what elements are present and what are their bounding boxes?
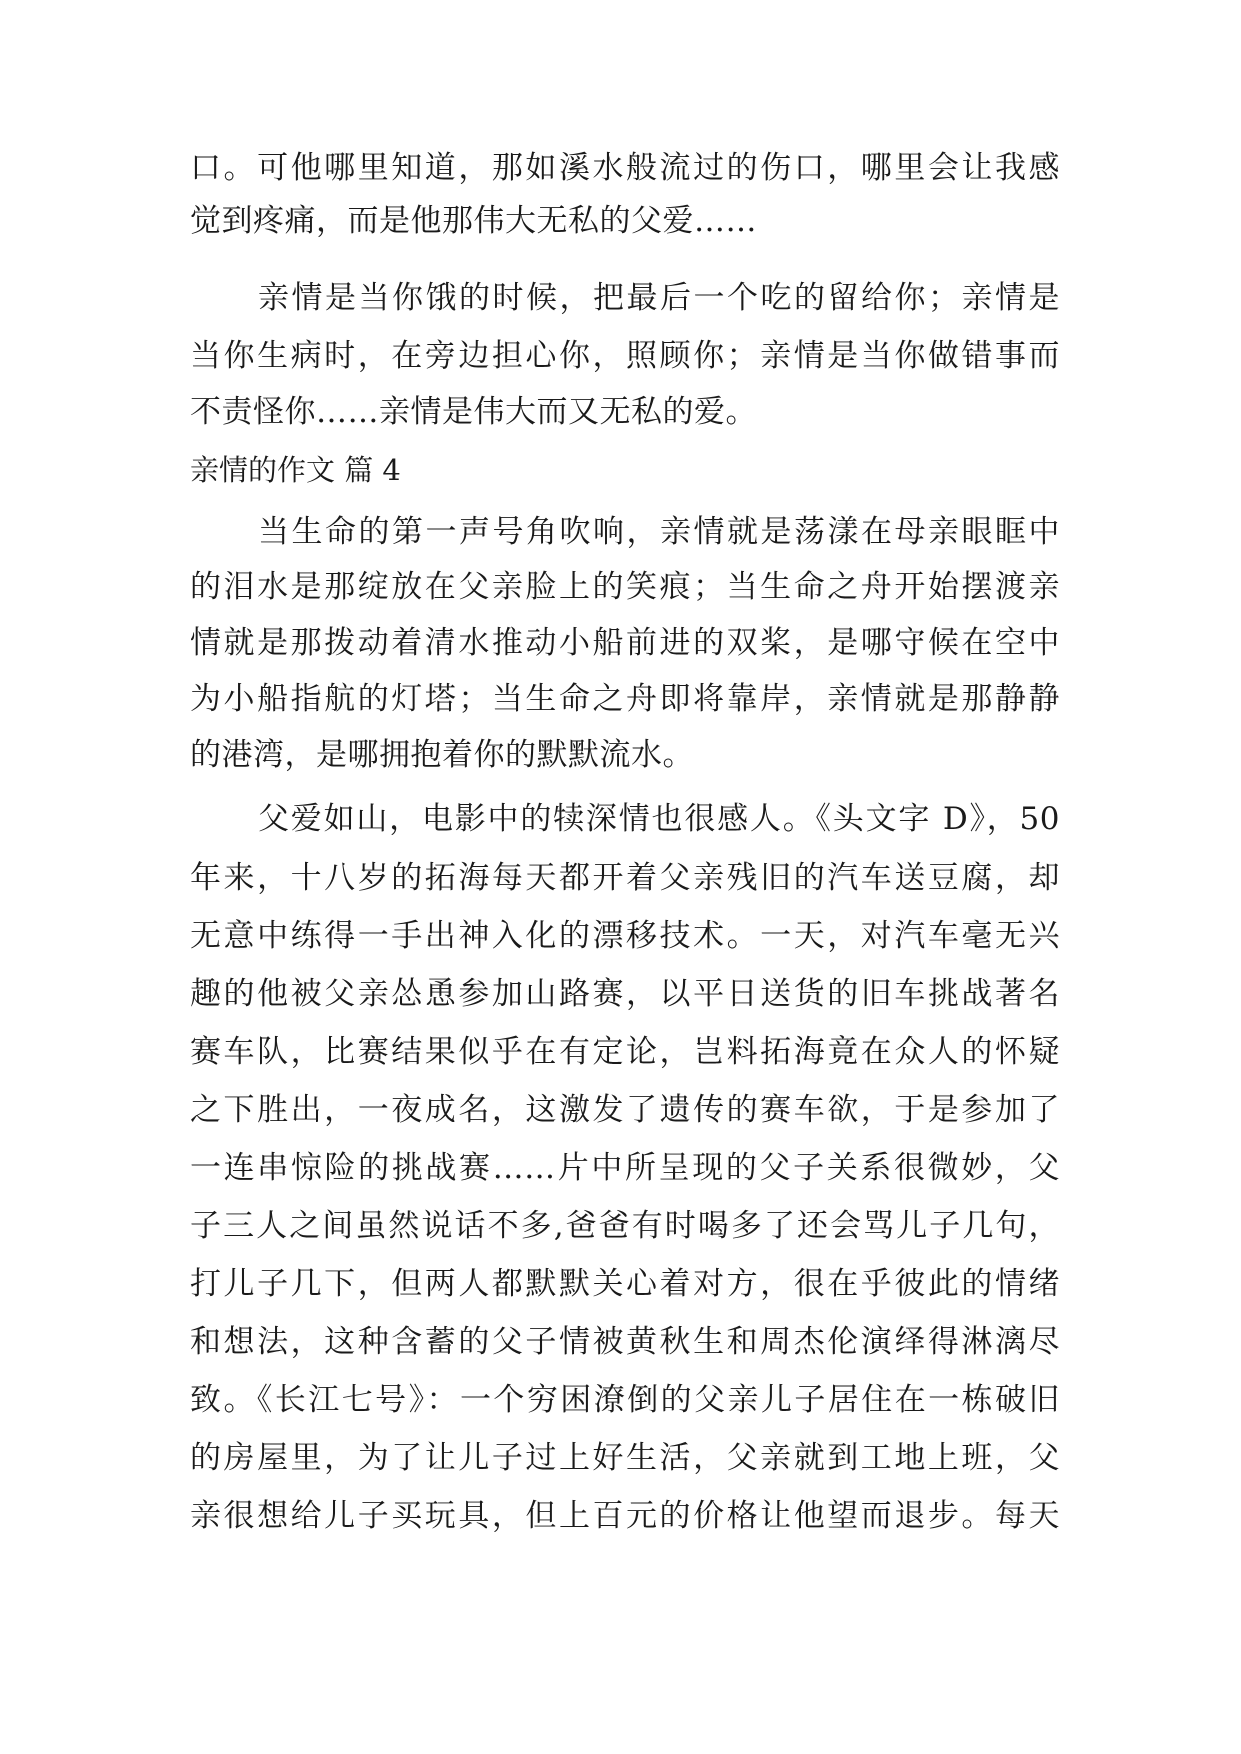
text-line: 无意中练得一手出神入化的漂移技术。一天，对汽车毫无兴 <box>190 918 1060 954</box>
text-line: 当生命的第一声号角吹响，亲情就是荡漾在母亲眼眶中 <box>258 514 1060 550</box>
text-line: 情就是那拨动着清水推动小船前进的双桨，是哪守候在空中 <box>190 625 1060 661</box>
text-line: 不责怪你……亲情是伟大而又无私的爱。 <box>190 394 757 430</box>
text-line: 亲很想给儿子买玩具，但上百元的价格让他望而退步。每天 <box>190 1498 1060 1534</box>
text-line: 亲情是当你饿的时候，把最后一个吃的留给你；亲情是 <box>258 280 1060 316</box>
text-line: 的房屋里，为了让儿子过上好生活，父亲就到工地上班，父 <box>190 1440 1060 1476</box>
text-line: 之下胜出，一夜成名，这激发了遗传的赛车欲，于是参加了 <box>190 1092 1060 1128</box>
text-line: 和想法，这种含蓄的父子情被黄秋生和周杰伦演绎得淋漓尽 <box>190 1324 1060 1360</box>
text-line: 子三人之间虽然说话不多,爸爸有时喝多了还会骂儿子几句， <box>190 1208 1060 1244</box>
text-line: 打儿子几下，但两人都默默关心着对方，很在乎彼此的情绪 <box>190 1266 1060 1302</box>
text-line: 的泪水是那绽放在父亲脸上的笑痕；当生命之舟开始摆渡亲 <box>190 569 1060 605</box>
text-line: 一连串惊险的挑战赛……片中所呈现的父子关系很微妙，父 <box>190 1150 1060 1186</box>
text-line: 觉到疼痛，而是他那伟大无私的父爱…… <box>190 203 757 239</box>
section-heading: 亲情的作文 篇 4 <box>190 453 401 487</box>
text-line: 致。《长江七号》：一个穷困潦倒的父亲儿子居住在一栋破旧 <box>190 1382 1060 1418</box>
text-line: 赛车队，比赛结果似乎在有定论，岂料拓海竟在众人的怀疑 <box>190 1034 1060 1070</box>
text-line: 父爱如山，电影中的犊深情也很感人。《头文字 D》，50 <box>258 801 1060 837</box>
text-line: 为小船指航的灯塔；当生命之舟即将靠岸，亲情就是那静静 <box>190 681 1060 717</box>
text-line: 年来，十八岁的拓海每天都开着父亲残旧的汽车送豆腐，却 <box>190 860 1060 896</box>
text-line: 趣的他被父亲怂恿参加山路赛，以平日送货的旧车挑战著名 <box>190 976 1060 1012</box>
text-line: 口。可他哪里知道，那如溪水般流过的伤口，哪里会让我感 <box>190 150 1060 186</box>
text-line: 当你生病时，在旁边担心你，照顾你；亲情是当你做错事而 <box>190 338 1060 374</box>
text-line: 的港湾，是哪拥抱着你的默默流水。 <box>190 737 694 773</box>
